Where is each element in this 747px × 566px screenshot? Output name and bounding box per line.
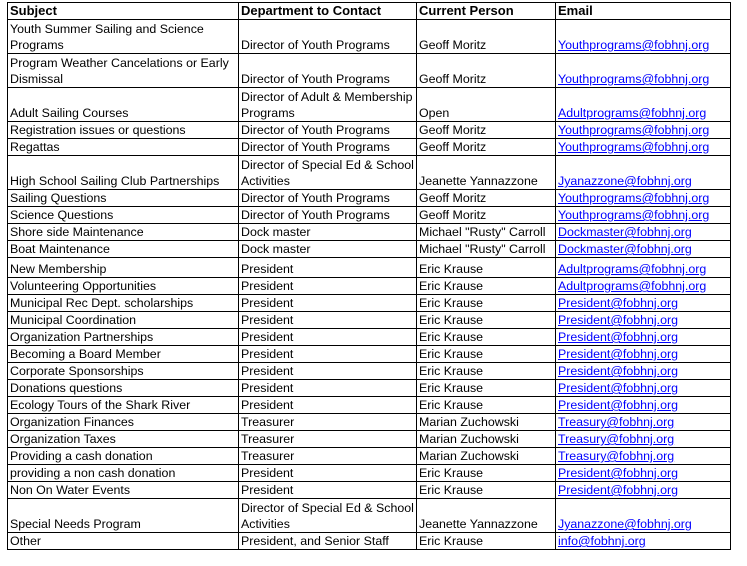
table-row — [8, 533, 731, 550]
table-row — [8, 482, 731, 499]
email-cell[interactable] — [556, 312, 731, 329]
subject-cell[interactable]: Organization Taxes — [8, 431, 239, 448]
email-link[interactable]: Youthprograms@fobhnj.org — [558, 38, 710, 52]
email-cell[interactable] — [556, 54, 731, 88]
table-row — [8, 190, 731, 207]
header-row — [8, 3, 731, 20]
subject-cell[interactable]: Registration issues or questions — [8, 122, 239, 139]
email-link[interactable]: Youthprograms@fobhnj.org — [558, 140, 710, 154]
department-cell[interactable]: President — [239, 465, 417, 482]
email-cell[interactable] — [556, 448, 731, 465]
email-cell[interactable] — [556, 329, 731, 346]
person-cell[interactable]: Marian Zuchowski — [417, 448, 556, 465]
subject-cell[interactable]: Sailing Questions — [8, 190, 239, 207]
department-cell[interactable]: Director of Youth Programs — [239, 54, 417, 88]
person-cell[interactable]: Eric Krause — [417, 380, 556, 397]
department-cell[interactable]: Dock master — [239, 224, 417, 241]
header-person[interactable]: Current Person — [417, 3, 556, 20]
person-cell[interactable]: Eric Krause — [417, 312, 556, 329]
person-cell[interactable]: Michael "Rusty" Carroll — [417, 241, 556, 258]
department-cell[interactable]: Treasurer — [239, 431, 417, 448]
department-cell[interactable]: President — [239, 278, 417, 295]
department-cell[interactable]: Treasurer — [239, 414, 417, 431]
email-cell[interactable] — [556, 88, 731, 122]
table-row — [8, 346, 731, 363]
table-row — [8, 122, 731, 139]
email-link[interactable]: Jyanazzone@fobhnj.org — [558, 174, 692, 188]
department-cell[interactable]: Director of Youth Programs — [239, 207, 417, 224]
subject-cell[interactable]: Becoming a Board Member — [8, 346, 239, 363]
department-cell[interactable]: President — [239, 258, 417, 278]
email-cell[interactable] — [556, 20, 731, 54]
subject-cell[interactable]: Corporate Sponsorships — [8, 363, 239, 380]
email-cell[interactable] — [556, 499, 731, 533]
table-row — [8, 258, 731, 278]
subject-cell[interactable]: Organization Finances — [8, 414, 239, 431]
person-cell[interactable]: Michael "Rusty" Carroll — [417, 224, 556, 241]
department-cell[interactable]: President — [239, 346, 417, 363]
email-link[interactable]: President@fobhnj.org — [558, 483, 679, 497]
table-row — [8, 431, 731, 448]
subject-cell[interactable]: providing a non cash donation — [8, 465, 239, 482]
email-cell[interactable] — [556, 224, 731, 241]
email-cell[interactable] — [556, 258, 731, 278]
subject-cell[interactable]: Providing a cash donation — [8, 448, 239, 465]
subject-cell[interactable]: Other — [8, 533, 239, 550]
department-cell[interactable]: Treasurer — [239, 448, 417, 465]
email-cell[interactable] — [556, 533, 731, 550]
person-cell[interactable]: Eric Krause — [417, 482, 556, 499]
email-link[interactable]: Adultprograms@fobhnj.org — [558, 262, 707, 276]
email-link[interactable]: President@fobhnj.org — [558, 466, 679, 480]
table-row — [8, 465, 731, 482]
person-cell[interactable]: Geoff Moritz — [417, 122, 556, 139]
table-row — [8, 207, 731, 224]
person-cell[interactable]: Geoff Moritz — [417, 20, 556, 54]
table-row — [8, 499, 731, 533]
header-subject[interactable]: Subject — [8, 3, 239, 20]
email-link[interactable]: Dockmaster@fobhnj.org — [558, 242, 692, 256]
subject-cell[interactable]: Donations questions — [8, 380, 239, 397]
department-cell[interactable]: President — [239, 380, 417, 397]
email-cell[interactable] — [556, 156, 731, 190]
person-cell[interactable]: Jeanette Yannazzone — [417, 499, 556, 533]
subject-cell[interactable]: Ecology Tours of the Shark River — [8, 397, 239, 414]
table-row — [8, 363, 731, 380]
person-cell[interactable]: Eric Krause — [417, 363, 556, 380]
subject-cell[interactable]: Non On Water Events — [8, 482, 239, 499]
email-link[interactable]: Treasury@fobhnj.org — [558, 449, 675, 463]
department-cell[interactable]: Director of Special Ed & School Activities — [239, 156, 417, 190]
person-cell[interactable]: Geoff Moritz — [417, 139, 556, 156]
email-link[interactable]: info@fobhnj.org — [558, 534, 646, 548]
subject-cell[interactable]: Municipal Coordination — [8, 312, 239, 329]
subject-cell[interactable]: New Membership — [8, 258, 239, 278]
table-row — [8, 414, 731, 431]
email-cell[interactable] — [556, 431, 731, 448]
department-cell[interactable]: Dock master — [239, 241, 417, 258]
email-link[interactable]: President@fobhnj.org — [558, 296, 679, 310]
email-link[interactable]: Jyanazzone@fobhnj.org — [558, 517, 692, 531]
subject-cell[interactable]: Boat Maintenance — [8, 241, 239, 258]
email-link[interactable]: Youthprograms@fobhnj.org — [558, 123, 710, 137]
email-link[interactable]: President@fobhnj.org — [558, 398, 679, 412]
email-link[interactable]: Treasury@fobhnj.org — [558, 432, 675, 446]
email-cell[interactable] — [556, 241, 731, 258]
table-row — [8, 448, 731, 465]
table-row — [8, 329, 731, 346]
person-cell[interactable]: Eric Krause — [417, 258, 556, 278]
email-cell[interactable] — [556, 482, 731, 499]
department-cell[interactable]: President — [239, 329, 417, 346]
subject-cell[interactable]: Organization Partnerships — [8, 329, 239, 346]
subject-cell[interactable]: Shore side Maintenance — [8, 224, 239, 241]
email-link[interactable]: President@fobhnj.org — [558, 364, 679, 378]
table-row — [8, 380, 731, 397]
email-link[interactable]: Youthprograms@fobhnj.org — [558, 72, 710, 86]
person-cell[interactable]: Geoff Moritz — [417, 207, 556, 224]
department-cell[interactable]: Director of Youth Programs — [239, 20, 417, 54]
person-cell[interactable]: Eric Krause — [417, 465, 556, 482]
department-cell[interactable]: Director of Youth Programs — [239, 139, 417, 156]
subject-cell[interactable]: Science Questions — [8, 207, 239, 224]
subject-cell[interactable]: Program Weather Cancelations or Early Dismissal — [8, 54, 239, 88]
person-cell[interactable]: Geoff Moritz — [417, 190, 556, 207]
table-row — [8, 88, 731, 122]
department-cell[interactable]: President — [239, 397, 417, 414]
department-cell[interactable]: President — [239, 482, 417, 499]
table-row — [8, 139, 731, 156]
email-cell[interactable] — [556, 190, 731, 207]
person-cell[interactable]: Eric Krause — [417, 533, 556, 550]
person-cell[interactable]: Eric Krause — [417, 278, 556, 295]
contact-table — [7, 2, 731, 550]
table-row — [8, 20, 731, 54]
email-link[interactable]: Treasury@fobhnj.org — [558, 415, 675, 429]
email-cell[interactable] — [556, 414, 731, 431]
person-cell[interactable]: Eric Krause — [417, 397, 556, 414]
email-link[interactable]: President@fobhnj.org — [558, 313, 679, 327]
department-cell[interactable]: President — [239, 363, 417, 380]
person-cell[interactable]: Eric Krause — [417, 295, 556, 312]
person-cell[interactable]: Eric Krause — [417, 329, 556, 346]
table-row — [8, 397, 731, 414]
email-link[interactable]: Adultprograms@fobhnj.org — [558, 106, 707, 120]
department-cell[interactable]: Director of Adult & Membership Programs — [239, 88, 417, 122]
subject-cell[interactable]: High School Sailing Club Partnerships — [8, 156, 239, 190]
table-row — [8, 224, 731, 241]
table-row — [8, 156, 731, 190]
department-cell[interactable]: President — [239, 295, 417, 312]
table-row — [8, 278, 731, 295]
subject-cell[interactable]: Youth Summer Sailing and Science Programs — [8, 20, 239, 54]
person-cell[interactable]: Geoff Moritz — [417, 54, 556, 88]
email-link[interactable]: Dockmaster@fobhnj.org — [558, 225, 692, 239]
email-cell[interactable] — [556, 122, 731, 139]
email-link[interactable]: President@fobhnj.org — [558, 347, 679, 361]
email-cell[interactable] — [556, 278, 731, 295]
department-cell[interactable]: President, and Senior Staff — [239, 533, 417, 550]
person-cell[interactable]: Marian Zuchowski — [417, 414, 556, 431]
department-cell[interactable]: President — [239, 312, 417, 329]
email-cell[interactable] — [556, 295, 731, 312]
department-cell[interactable]: Director of Youth Programs — [239, 190, 417, 207]
table-row — [8, 295, 731, 312]
department-cell[interactable]: Director of Special Ed & School Activities — [239, 499, 417, 533]
email-cell[interactable] — [556, 397, 731, 414]
email-cell[interactable] — [556, 380, 731, 397]
table-row — [8, 241, 731, 258]
email-cell[interactable] — [556, 465, 731, 482]
email-link[interactable]: Adultprograms@fobhnj.org — [558, 279, 707, 293]
row-gutter — [0, 0, 7, 566]
header-email[interactable]: Email — [556, 3, 731, 20]
subject-cell[interactable]: Municipal Rec Dept. scholarships — [8, 295, 239, 312]
email-cell[interactable] — [556, 363, 731, 380]
email-link[interactable]: Youthprograms@fobhnj.org — [558, 208, 710, 222]
email-cell[interactable] — [556, 346, 731, 363]
email-link[interactable]: President@fobhnj.org — [558, 381, 679, 395]
email-link[interactable]: President@fobhnj.org — [558, 330, 679, 344]
person-cell[interactable]: Open — [417, 88, 556, 122]
subject-cell[interactable]: Special Needs Program — [8, 499, 239, 533]
email-cell[interactable] — [556, 207, 731, 224]
subject-cell[interactable]: Regattas — [8, 139, 239, 156]
email-link[interactable]: Youthprograms@fobhnj.org — [558, 191, 710, 205]
person-cell[interactable]: Jeanette Yannazzone — [417, 156, 556, 190]
table-row — [8, 54, 731, 88]
person-cell[interactable]: Eric Krause — [417, 346, 556, 363]
department-cell[interactable]: Director of Youth Programs — [239, 122, 417, 139]
subject-cell[interactable]: Adult Sailing Courses — [8, 88, 239, 122]
table-row — [8, 312, 731, 329]
header-department[interactable]: Department to Contact — [239, 3, 417, 20]
person-cell[interactable]: Marian Zuchowski — [417, 431, 556, 448]
subject-cell[interactable]: Volunteering Opportunities — [8, 278, 239, 295]
email-cell[interactable] — [556, 139, 731, 156]
